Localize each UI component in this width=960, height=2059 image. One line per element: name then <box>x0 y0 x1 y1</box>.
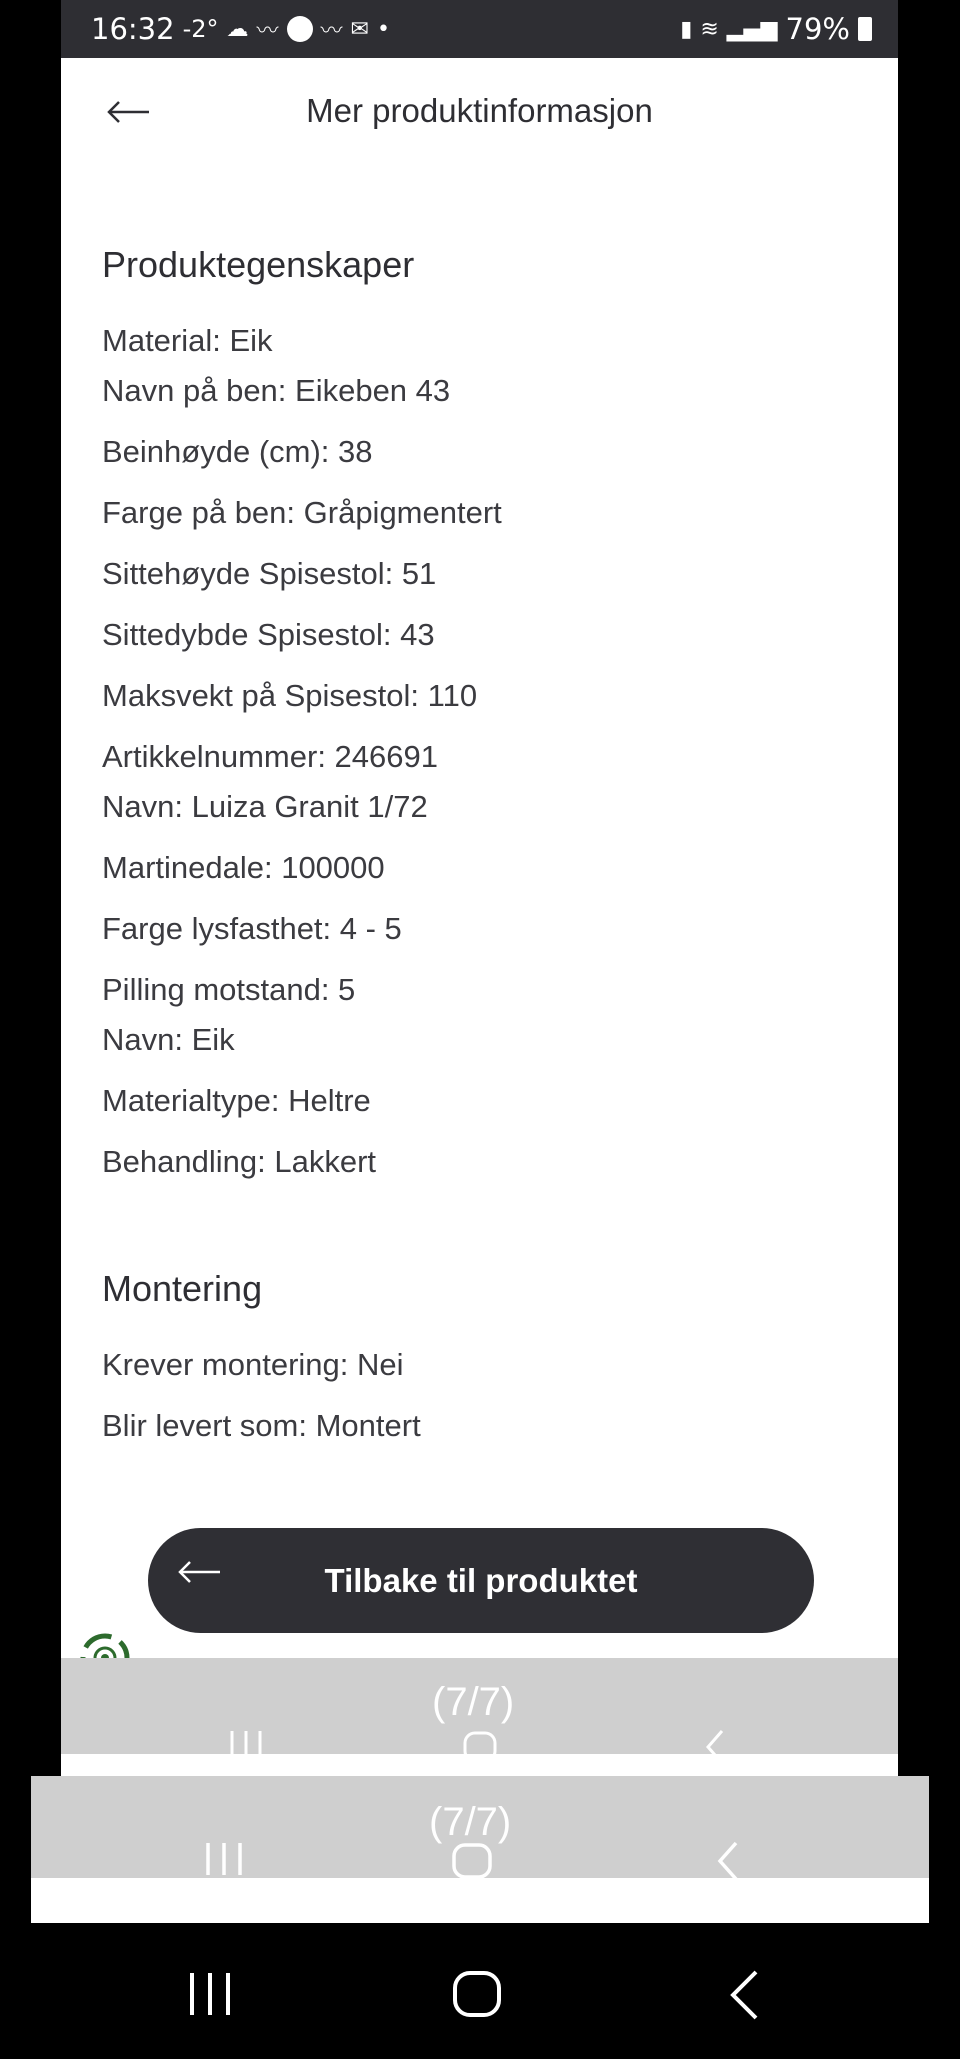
back-to-product-button[interactable] <box>148 1528 814 1633</box>
activity-icon: 〰 <box>320 18 343 44</box>
signal-icon: ▂▄▆ <box>726 16 778 42</box>
property-leg-name: Navn på ben: Eikeben 43 <box>102 373 451 408</box>
dot-icon <box>287 16 313 42</box>
property-treatment: Behandling: Lakkert <box>102 1144 377 1179</box>
home-icon[interactable] <box>452 1843 492 1883</box>
status-temperature: -2° <box>182 15 219 43</box>
activity-icon: 〰 <box>256 18 279 44</box>
product-info-page <box>61 58 898 1658</box>
battery-saver-icon: ▮ <box>680 16 693 42</box>
property-requires-assembly: Krever montering: Nei <box>102 1347 404 1382</box>
wifi-icon: ≋ <box>700 16 719 42</box>
battery-percent: 79% <box>785 12 850 46</box>
battery-icon <box>858 17 872 41</box>
property-fabric-name: Navn: Luiza Granit 1/72 <box>102 789 428 824</box>
property-seat-depth: Sittedybde Spisestol: 43 <box>102 617 435 652</box>
property-max-weight: Maksvekt på Spisestol: 110 <box>102 678 478 713</box>
system-navigation-bar <box>0 1925 960 2059</box>
property-material-type: Materialtype: Heltre <box>102 1083 371 1118</box>
recents-icon[interactable] <box>188 1971 232 2021</box>
back-to-product-label: Tilbake til produktet <box>324 1561 638 1599</box>
property-seat-height: Sittehøyde Spisestol: 51 <box>102 556 437 591</box>
status-time: 16:32 <box>91 12 175 46</box>
cloud-icon: ☁ <box>226 16 249 42</box>
property-pilling: Pilling motstand: 5 <box>102 972 356 1007</box>
property-article-number: Artikkelnummer: 246691 <box>102 739 438 774</box>
back-chevron-icon[interactable] <box>728 1969 760 2025</box>
status-bar <box>61 0 898 58</box>
page-counter: (7/7) <box>432 1680 515 1724</box>
notification-icon: ✉ <box>350 16 369 42</box>
page-counter: (7/7) <box>429 1800 512 1844</box>
divider-strip <box>61 1754 898 1776</box>
property-delivered-as: Blir levert som: Montert <box>102 1408 421 1443</box>
property-material: Material: Eik <box>102 323 273 358</box>
property-lightfastness: Farge lysfasthet: 4 - 5 <box>102 911 402 946</box>
section-title-assembly: Montering <box>102 1268 263 1309</box>
property-leg-height: Beinhøyde (cm): 38 <box>102 434 373 469</box>
recents-icon[interactable] <box>204 1841 244 1881</box>
header <box>61 58 898 173</box>
bottom-white-strip <box>31 1878 929 1923</box>
property-wood-name: Navn: Eik <box>102 1022 235 1057</box>
home-icon[interactable] <box>452 1970 502 2022</box>
property-martindale: Martinedale: 100000 <box>102 850 385 885</box>
page-title: Mer produktinformasjon <box>306 92 653 129</box>
property-leg-color: Farge på ben: Gråpigmentert <box>102 495 502 530</box>
section-title-properties: Produktegenskaper <box>102 244 415 285</box>
more-dot-icon: • <box>376 16 390 42</box>
